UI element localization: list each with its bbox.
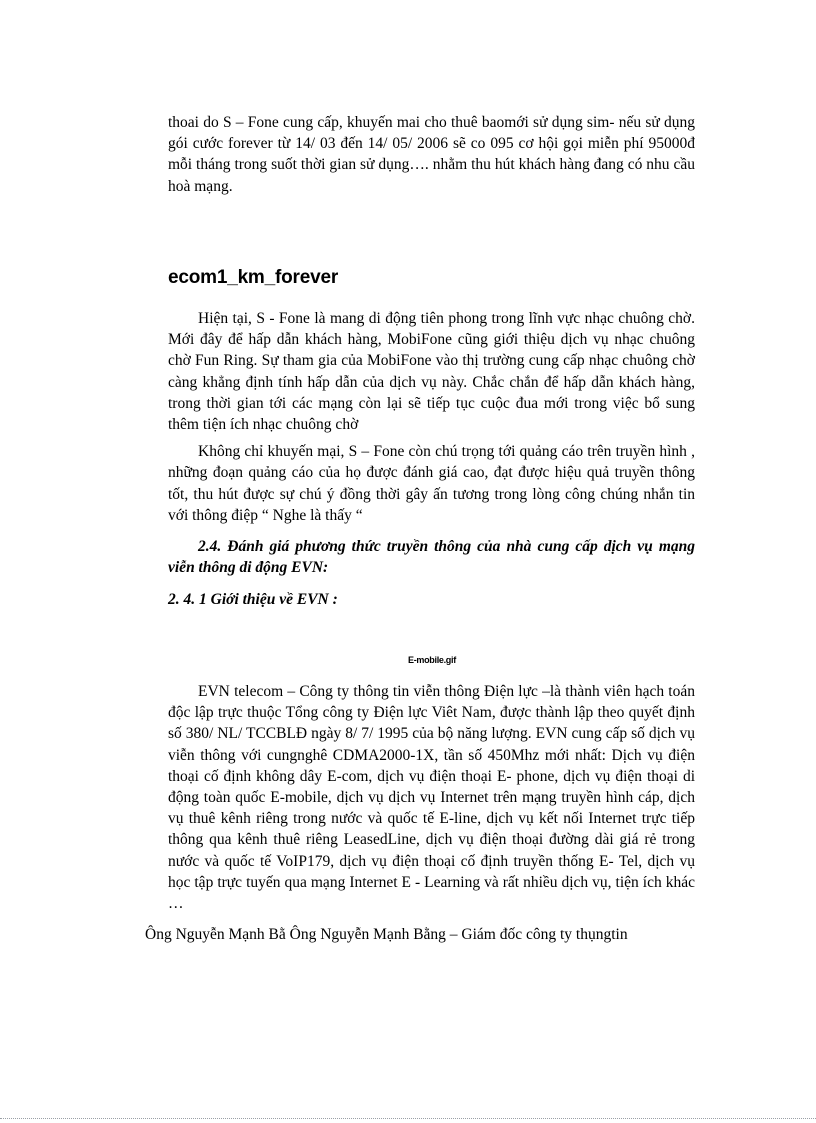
ads-paragraph: Không chỉ khuyến mại, S – Fone còn chú trọng tới quảng cáo trên truyền hình , những đoạn quảng cáo của họ được đánh giá cao, đạt được hiệu quả truyền thông tốt, thu hút được sự chú ý đồng thời gây ấn tương trong lòng công chúng nhắn tin với thông điệp “ Nghe là thấy “ [168, 443, 695, 524]
image-title: ecom1_km_forever [168, 267, 339, 288]
image-caption: E-mobile.gif [408, 655, 456, 665]
page-bottom-divider [0, 1118, 816, 1120]
evn-text-block [168, 681, 695, 914]
ringtone-paragraph: Hiện tại, S - Fone là mang di động tiên phong trong lĩnh vực nhạc chuông chờ. Mới đây để hấp dẫn khách hàng, MobiFone cũng giới thiệu dịch vụ nhạc chuông chờ Fun Ring. Sự tham gia của MobiFone vào thị trường cung cấp nhạc chuông chờ càng khẳng định tính hấp dẫn của dịch vụ này. Chắc chắn để hấp dẫn khách hàng, trong thời gian tới các mạng còn lại sẽ tiếp tục cuộc đua mới trong việc bổ sung thêm tiện ích nhạc chuông chờ [168, 310, 695, 434]
section-heading-2-4: 2.4. Đánh giá phương thức truyền thông của nhà cung cấp dịch vụ mạng viễn thông di động EVN: [168, 538, 695, 577]
intro-text-block [168, 112, 695, 197]
intro-paragraph: thoai do S – Fone cung cấp, khuyến mai cho thuê baomới sử dụng sim- nếu sử dụng gói cước forever từ 14/ 03 đến 14/ 05/ 2006 sẽ co 095 cơ hội gọi miễn phí 95000đ mỗi tháng trong suốt thời gian sử dụng…. nhằm thu hút khách hàng đang có nhu cầu hoà mạng. [168, 114, 695, 195]
section-heading-2-4-1: 2. 4. 1 Giới thiệu về EVN : [168, 591, 338, 609]
evn-paragraph: EVN telecom – Công ty thông tin viễn thông Điện lực –là thành viên hạch toán độc lập trực thuộc Tổng công ty Điện lực Viêt Nam, được thành lập theo quyết định số 380/ NL/ TCCBLĐ ngày 8/ 7/ 1995 của bộ năng lượng. EVN cung cấp số dịch vụ viễn thông với cungnghê CDMA2000-1X, tần số 450Mhz mới nhất: Dịch vụ điện thoại cố định không dây E-com, dịch vụ điện thoại E- phone, dịch vụ điện thoại di động toàn quốc E-mobile, dịch vụ dịch vụ Internet trên mạng truyền hình cáp, dịch vụ thuê kênh riêng trong nước và quốc tế E-line, dịch vụ kết nối Internet trực tiếp thông qua kênh thuê riêng LeasedLine, dịch vụ điện thoại đường dài giá rẻ trong nước và quốc tế VoIP179, dịch vụ điện thoại cố định truyền thống E- Tel, dịch vụ học tập trực tuyến qua mạng Internet E - Learning và rất nhiều dịch vụ, tiện ích khác … [168, 683, 695, 913]
body-text-block [168, 308, 695, 611]
closing-line: Ông Nguyễn Mạnh Bằ Ông Nguyễn Mạnh Bằng – Giám đốc công ty thụngtin [145, 926, 628, 943]
